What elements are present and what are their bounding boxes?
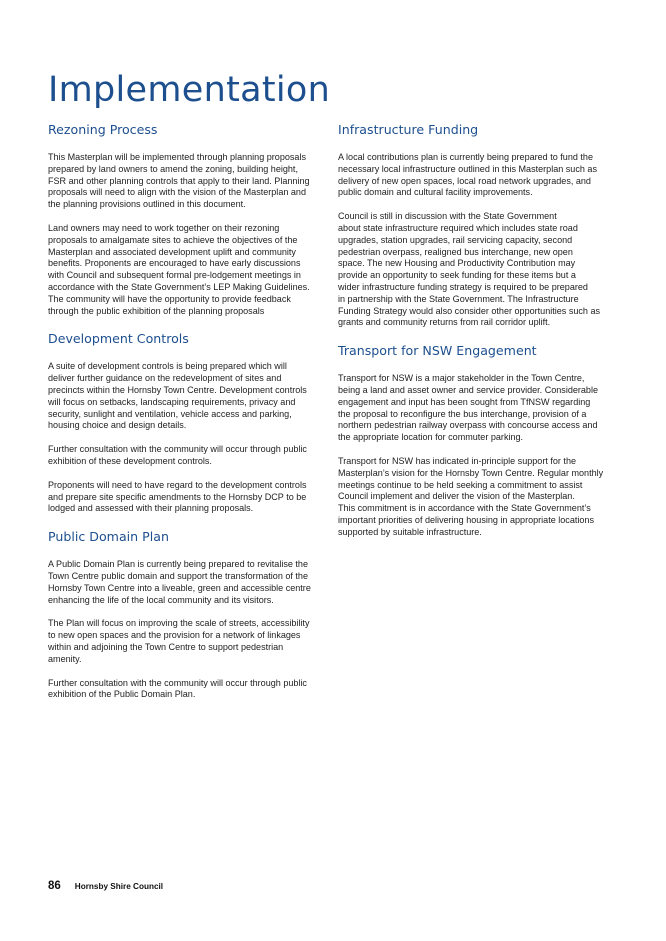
paragraph: A suite of development controls is being prepared which will deliver further guidance on the redevelopment of sites and precincts within the Hornsby Town Centre. Development controls will focus on setbacks, landscaping requirements, privacy and security, sunlight and ventilation, vehicle access and parking, housing choice and design details.: [48, 361, 307, 431]
publisher-name: Hornsby Shire Council: [74, 882, 164, 891]
paragraph: Land owners may need to work together on their rezoning proposals to amalgamate sites to achieve the objectives of the Masterplan and associated development uplift and community benefits. Proponents are encouraged to have early discussions with Council and subsequent formal pre-lodgement meetings in accordance with the State Government’s LEP Making Guidelines. The community will have the opportunity to provide feedback through the public exhibition of the planning proposals: [48, 222, 310, 316]
section-heading: Development Controls: [48, 331, 189, 347]
section-rezoning-process: [48, 122, 330, 317]
section-heading: Public Domain Plan: [48, 529, 169, 545]
right-column: [338, 122, 620, 553]
paragraph: Further consultation with the community will occur through public exhibition of these development controls.: [48, 444, 307, 466]
section-development-controls: [48, 331, 330, 515]
paragraph: This Masterplan will be implemented through planning proposals prepared by land owners to amend the zoning, building height, FSR and other planning controls that apply to their land. Planning proposals will need to align with the vision of the Masterplan and the planning provisions outlined in this document.: [48, 152, 310, 210]
paragraph: Proponents will need to have regard to the development controls and prepare site specific amendments to the Hornsby DCP to be lodged and assessed with their planning proposals.: [48, 479, 307, 514]
paragraph: The Plan will focus on improving the scale of streets, accessibility to new open spaces and the provision for a network of linkages within and adjoining the Town Centre to support pedestrian amenity.: [48, 618, 310, 664]
paragraph: Transport for NSW has indicated in-principle support for the Masterplan’s vision for the Hornsby Town Centre. Regular monthly meetings continue to be held seeking a commitment to assist Council implement and deliver the vision of the Masterplan. This commitment is in accordance with the State Government’s important priorities of delivering housing in appropriate locations supported by suitable infrastructure.: [338, 455, 604, 537]
page-title: Implementation: [48, 70, 331, 110]
paragraph: Further consultation with the community will occur through public exhibition of the Public Domain Plan.: [48, 677, 307, 700]
page-footer: [48, 880, 163, 892]
section-heading: Rezoning Process: [48, 122, 158, 137]
paragraph: Transport for NSW is a major stakeholder in the Town Centre, being a land and asset owner and service provider. Considerable engagement and input has been sought from TfNSW regarding the proposal to reconfigure the bus interchange, provision of a northern pedestrian railway overpass with concourse access and the appropriate location for commuter parking.: [338, 373, 599, 443]
section-public-domain-plan: [48, 529, 330, 701]
section-heading: Transport for NSW Engagement: [338, 343, 537, 359]
section-infrastructure-funding: [338, 122, 620, 329]
left-column: [48, 122, 330, 715]
page-number: 86: [48, 880, 61, 892]
paragraph: Council is still in discussion with the State Government about state infrastructure required which includes state road upgrades, station upgrades, rail servicing capacity, second pedestrian overpass, realigned bus interchange, new open space. The new Housing and Productivity Contribution may provide an opportunity to seek funding for these items but a wider infrastructure funding strategy is required to be prepared in partnership with the State Government. The Infrastructure Funding Strategy would also consider other opportunities such as grants and community returns from rail corridor uplift.: [338, 211, 601, 328]
section-heading: Infrastructure Funding: [338, 122, 479, 137]
paragraph: A Public Domain Plan is currently being prepared to revitalise the Town Centre public domain and support the transformation of the Hornsby Town Centre into a liveable, green and accessible centre enhancing the life of the local community and its visitors.: [48, 559, 311, 605]
paragraph: A local contributions plan is currently being prepared to fund the necessary local infrastructure outlined in this Masterplan such as delivery of new open spaces, local road network upgrades, and public domain and cultural facility improvements.: [338, 152, 597, 198]
section-transport-for-nsw: [338, 343, 620, 538]
